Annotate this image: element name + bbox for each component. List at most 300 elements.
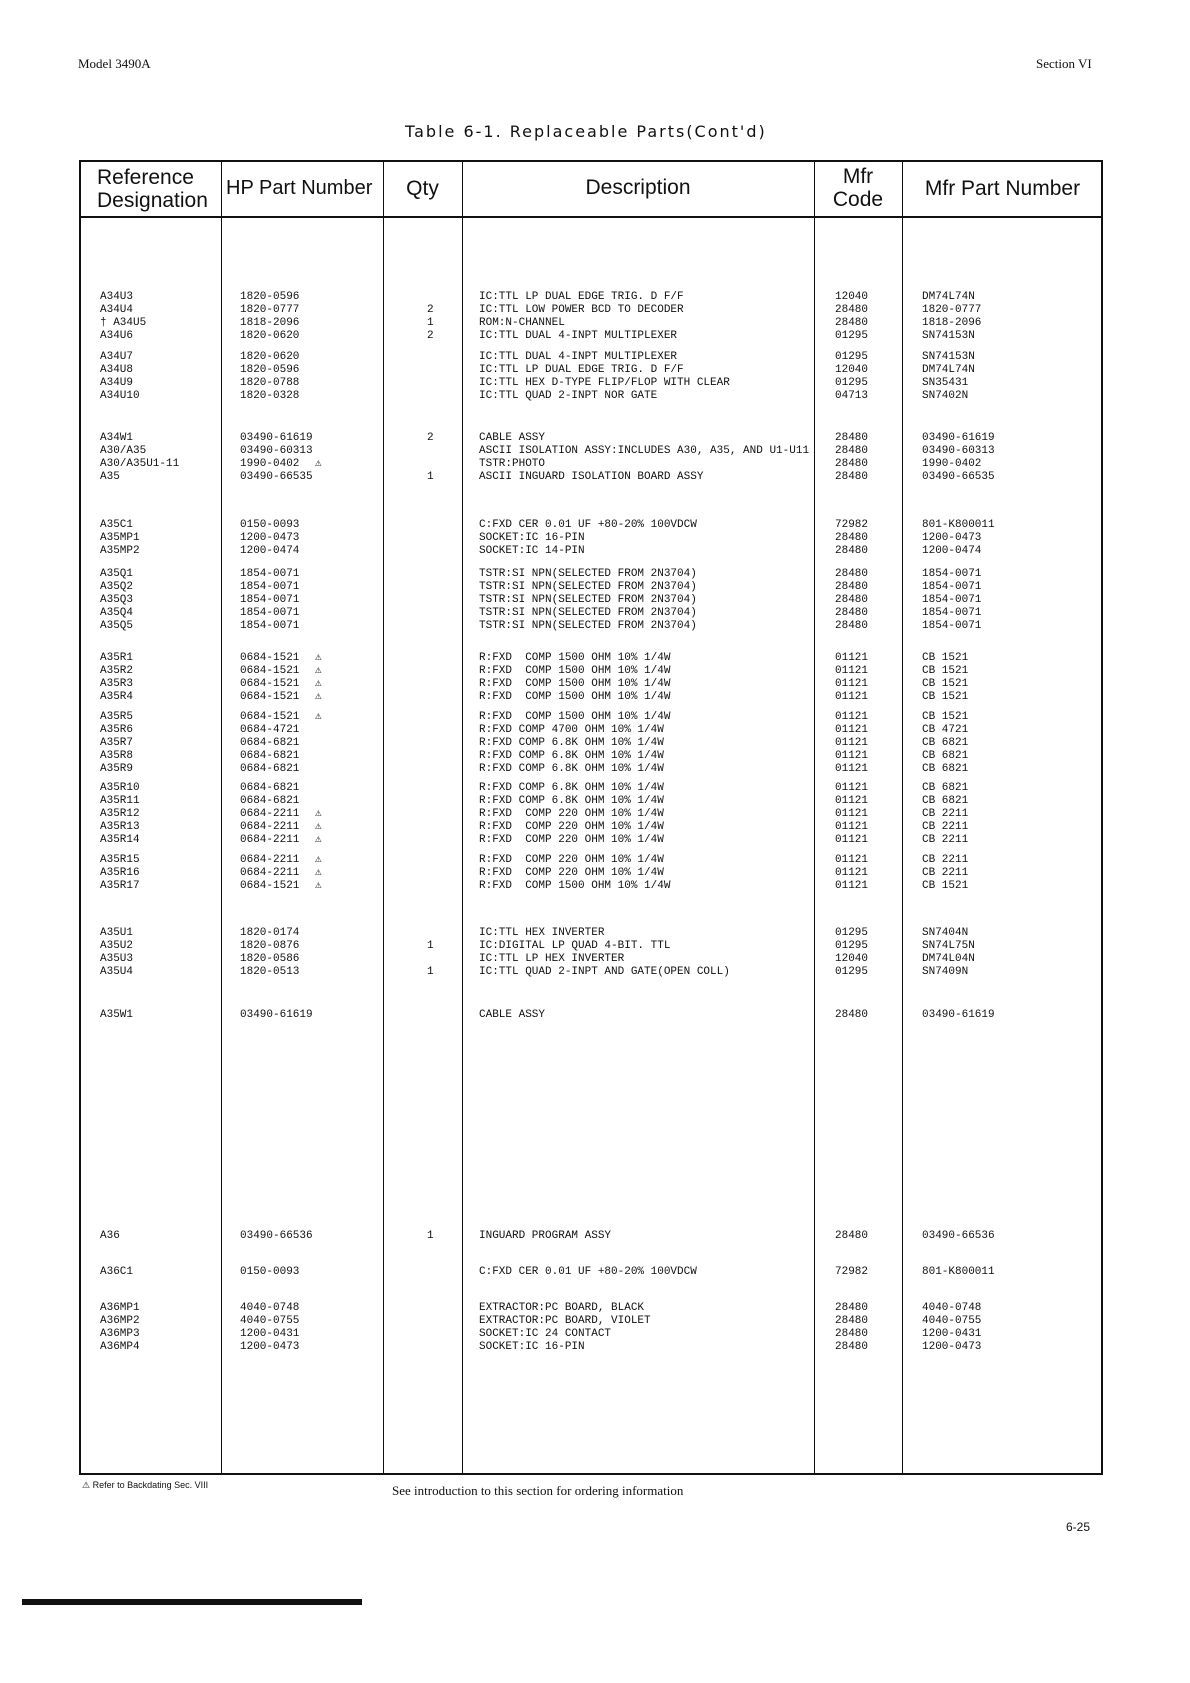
- backdating-warning-icon: ⚠: [315, 821, 322, 833]
- page-number: 6-25: [1066, 1520, 1091, 1534]
- table-row: [81, 652, 1101, 665]
- table-row: [81, 854, 1101, 867]
- cell-ref: A35: [100, 471, 120, 483]
- cell-hp: 0684-6821: [240, 750, 300, 762]
- cell-code: 28480: [835, 1341, 869, 1353]
- cell-code: 01121: [835, 763, 869, 775]
- cell-hp: 0684-2211: [240, 821, 300, 833]
- table-row: [81, 808, 1101, 821]
- cell-desc: R:FXD COMP 220 OHM 10% 1/4W: [479, 854, 664, 866]
- cell-desc: SOCKET:IC 14-PIN: [479, 545, 585, 557]
- cell-desc: R:FXD COMP 220 OHM 10% 1/4W: [479, 867, 664, 879]
- cell-hp: 1854-0071: [240, 607, 300, 619]
- cell-code: 01121: [835, 821, 869, 833]
- cell-ref: A34U9: [100, 377, 134, 389]
- cell-desc: ASCII INGUARD ISOLATION BOARD ASSY: [479, 471, 704, 483]
- cell-mfr: CB 1521: [922, 665, 969, 677]
- cell-mfr: DM74L74N: [922, 291, 975, 303]
- cell-hp: 03490-66536: [240, 1230, 313, 1242]
- row-group: [81, 568, 1101, 633]
- cell-desc: TSTR:SI NPN(SELECTED FROM 2N3704): [479, 594, 697, 606]
- cell-hp: 0684-1521: [240, 652, 300, 664]
- cell-desc: R:FXD COMP 220 OHM 10% 1/4W: [479, 834, 664, 846]
- backdating-warning-icon: ⚠: [315, 834, 322, 846]
- cell-code: 28480: [835, 1302, 869, 1314]
- row-group: [81, 652, 1101, 704]
- cell-desc: IC:DIGITAL LP QUAD 4-BIT. TTL: [479, 940, 671, 952]
- cell-mfr: CB 2211: [922, 834, 969, 846]
- cell-code: 28480: [835, 607, 869, 619]
- cell-code: 12040: [835, 364, 869, 376]
- cell-hp: 1854-0071: [240, 568, 300, 580]
- cell-desc: ASCII ISOLATION ASSY:INCLUDES A30, A35, AND U1-U11: [479, 445, 810, 457]
- cell-code: 01121: [835, 782, 869, 794]
- cell-code: 01121: [835, 834, 869, 846]
- cell-code: 01121: [835, 724, 869, 736]
- cell-desc: R:FXD COMP 1500 OHM 10% 1/4W: [479, 678, 671, 690]
- cell-code: 72982: [835, 1266, 869, 1278]
- cell-desc: IC:TTL QUAD 2-INPT AND GATE(OPEN COLL): [479, 966, 730, 978]
- cell-qty: 2: [427, 304, 434, 316]
- scan-edge-bar: [22, 1599, 362, 1605]
- table-row: [81, 678, 1101, 691]
- cell-ref: A36MP4: [100, 1341, 140, 1353]
- cell-ref: A36C1: [100, 1266, 134, 1278]
- row-group: [81, 854, 1101, 893]
- cell-ref: A35R8: [100, 750, 134, 762]
- cell-code: 28480: [835, 1009, 869, 1021]
- table-row: [81, 691, 1101, 704]
- cell-mfr: CB 6821: [922, 763, 969, 775]
- table-row: [81, 594, 1101, 607]
- table-row: [81, 1341, 1101, 1354]
- cell-desc: R:FXD COMP 6.8K OHM 10% 1/4W: [479, 750, 664, 762]
- cell-desc: R:FXD COMP 1500 OHM 10% 1/4W: [479, 711, 671, 723]
- cell-hp: 0684-2211: [240, 808, 300, 820]
- cell-code: 01121: [835, 691, 869, 703]
- table-row: [81, 1230, 1101, 1243]
- cell-code: 01121: [835, 880, 869, 892]
- table-row: [81, 940, 1101, 953]
- cell-hp: 1200-0473: [240, 1341, 300, 1353]
- cell-hp: 1820-0777: [240, 304, 300, 316]
- cell-ref: A35Q2: [100, 581, 134, 593]
- cell-ref: A36: [100, 1230, 120, 1242]
- cell-ref: A34U10: [100, 390, 140, 402]
- cell-ref: A35Q1: [100, 568, 134, 580]
- cell-mfr: 1820-0777: [922, 304, 982, 316]
- backdating-warning-icon: ⚠: [315, 665, 322, 677]
- table-row: [81, 665, 1101, 678]
- row-group: [81, 927, 1101, 979]
- cell-ref: A34U4: [100, 304, 134, 316]
- cell-mfr: CB 2211: [922, 854, 969, 866]
- table-title: Table 6-1. Replaceable Parts(Cont'd): [405, 122, 767, 141]
- cell-desc: TSTR:SI NPN(SELECTED FROM 2N3704): [479, 607, 697, 619]
- cell-hp: 1854-0071: [240, 581, 300, 593]
- cell-ref: A35U1: [100, 927, 134, 939]
- cell-hp: 1820-0876: [240, 940, 300, 952]
- cell-code: 01295: [835, 927, 869, 939]
- cell-mfr: DM74L74N: [922, 364, 975, 376]
- cell-desc: IC:TTL HEX INVERTER: [479, 927, 605, 939]
- ordering-note: See introduction to this section for ordering information: [392, 1483, 684, 1498]
- cell-ref: A35Q3: [100, 594, 134, 606]
- cell-desc: IC:TTL QUAD 2-INPT NOR GATE: [479, 390, 658, 402]
- cell-ref: A35MP2: [100, 545, 140, 557]
- table-row: [81, 458, 1101, 471]
- cell-desc: INGUARD PROGRAM ASSY: [479, 1230, 612, 1242]
- model-header: Model 3490A: [78, 56, 151, 71]
- cell-desc: IC:TTL HEX D-TYPE FLIP/FLOP WITH CLEAR: [479, 377, 730, 389]
- cell-ref: A35Q4: [100, 607, 134, 619]
- cell-mfr: 1818-2096: [922, 317, 982, 329]
- cell-ref: A35R1: [100, 652, 134, 664]
- table-row: [81, 1328, 1101, 1341]
- cell-code: 28480: [835, 545, 869, 557]
- col-header-mfr-part: Mfr Part Number: [924, 177, 1081, 200]
- cell-code: 28480: [835, 317, 869, 329]
- table-row: [81, 711, 1101, 724]
- table-row: [81, 737, 1101, 750]
- backdating-warning-icon: ⚠: [315, 711, 322, 723]
- backdating-warning-icon: ⚠: [315, 867, 322, 879]
- cell-desc: IC:TTL LP DUAL EDGE TRIG. D F/F: [479, 364, 684, 376]
- cell-hp: 1200-0474: [240, 545, 300, 557]
- cell-ref: A36MP1: [100, 1302, 140, 1314]
- cell-code: 01295: [835, 351, 869, 363]
- row-group: [81, 519, 1101, 558]
- cell-desc: CABLE ASSY: [479, 1009, 546, 1021]
- cell-mfr: CB 1521: [922, 678, 969, 690]
- cell-mfr: 03490-66535: [922, 471, 995, 483]
- cell-ref: A35W1: [100, 1009, 134, 1021]
- cell-ref: A34U7: [100, 351, 134, 363]
- cell-mfr: CB 2211: [922, 808, 969, 820]
- cell-desc: TSTR:PHOTO: [479, 458, 546, 470]
- table-row: [81, 1302, 1101, 1315]
- cell-code: 01121: [835, 665, 869, 677]
- table-row: [81, 750, 1101, 763]
- cell-desc: R:FXD COMP 1500 OHM 10% 1/4W: [479, 652, 671, 664]
- cell-hp: 0150-0093: [240, 1266, 300, 1278]
- cell-hp: 0684-6821: [240, 782, 300, 794]
- row-group: [81, 432, 1101, 484]
- cell-hp: 0684-2211: [240, 867, 300, 879]
- cell-code: 28480: [835, 568, 869, 580]
- table-row: [81, 377, 1101, 390]
- cell-mfr: 1200-0431: [922, 1328, 982, 1340]
- row-group: [81, 1302, 1101, 1354]
- cell-code: 01121: [835, 750, 869, 762]
- cell-hp: 03490-61619: [240, 432, 313, 444]
- cell-mfr: CB 2211: [922, 867, 969, 879]
- cell-hp: 0684-1521: [240, 665, 300, 677]
- cell-ref: A35R2: [100, 665, 134, 677]
- cell-hp: 1820-0596: [240, 364, 300, 376]
- table-row: [81, 834, 1101, 847]
- cell-ref: A34U6: [100, 330, 134, 342]
- cell-qty: 2: [427, 432, 434, 444]
- cell-hp: 1820-0586: [240, 953, 300, 965]
- cell-code: 28480: [835, 432, 869, 444]
- cell-code: 04713: [835, 390, 869, 402]
- table-row: [81, 390, 1101, 403]
- cell-desc: C:FXD CER 0.01 UF +80-20% 100VDCW: [479, 519, 697, 531]
- cell-desc: IC:TTL DUAL 4-INPT MULTIPLEXER: [479, 330, 678, 342]
- table-row: [81, 724, 1101, 737]
- table-row: [81, 821, 1101, 834]
- cell-code: 01121: [835, 737, 869, 749]
- table-row: [81, 581, 1101, 594]
- cell-hp: 1200-0473: [240, 532, 300, 544]
- cell-qty: 1: [427, 1230, 434, 1242]
- cell-mfr: 1990-0402: [922, 458, 982, 470]
- cell-code: 01121: [835, 711, 869, 723]
- cell-code: 28480: [835, 1328, 869, 1340]
- table-row: [81, 1315, 1101, 1328]
- col-header-reference-line2: Designation: [97, 189, 208, 212]
- cell-mfr: 1200-0474: [922, 545, 982, 557]
- table-row: [81, 966, 1101, 979]
- cell-ref: A30/A35: [100, 445, 147, 457]
- cell-hp: 4040-0748: [240, 1302, 300, 1314]
- cell-code: 12040: [835, 291, 869, 303]
- backdating-warning-icon: ⚠: [315, 678, 322, 690]
- cell-ref: A35U2: [100, 940, 134, 952]
- table-row: [81, 867, 1101, 880]
- table-row: [81, 1009, 1101, 1022]
- cell-mfr: 03490-61619: [922, 1009, 995, 1021]
- cell-hp: 1820-0620: [240, 351, 300, 363]
- table-row: [81, 953, 1101, 966]
- cell-desc: R:FXD COMP 6.8K OHM 10% 1/4W: [479, 782, 664, 794]
- col-header-reference-line1: Reference: [97, 166, 194, 189]
- cell-ref: A35R14: [100, 834, 140, 846]
- col-header-description: Description: [585, 176, 691, 199]
- table-row: [81, 545, 1101, 558]
- cell-desc: IC:TTL LP DUAL EDGE TRIG. D F/F: [479, 291, 684, 303]
- table-row: [81, 763, 1101, 776]
- cell-ref: A35MP1: [100, 532, 140, 544]
- cell-mfr: SN74153N: [922, 351, 975, 363]
- table-row: [81, 568, 1101, 581]
- table-row: [81, 304, 1101, 317]
- table-row: [81, 519, 1101, 532]
- table-row: [81, 364, 1101, 377]
- cell-hp: 03490-60313: [240, 445, 313, 457]
- cell-desc: R:FXD COMP 220 OHM 10% 1/4W: [479, 808, 664, 820]
- cell-qty: 1: [427, 317, 434, 329]
- cell-ref: A35R5: [100, 711, 134, 723]
- table-row: [81, 351, 1101, 364]
- cell-desc: IC:TTL DUAL 4-INPT MULTIPLEXER: [479, 351, 678, 363]
- cell-desc: R:FXD COMP 1500 OHM 10% 1/4W: [479, 880, 671, 892]
- cell-desc: TSTR:SI NPN(SELECTED FROM 2N3704): [479, 581, 697, 593]
- cell-ref: A35R12: [100, 808, 140, 820]
- backdating-warning-icon: ⚠: [315, 652, 322, 664]
- cell-mfr: 801-K800011: [922, 1266, 995, 1278]
- cell-ref: † A34U5: [100, 317, 147, 329]
- cell-hp: 1200-0431: [240, 1328, 300, 1340]
- cell-mfr: CB 6821: [922, 737, 969, 749]
- col-header-mfr-code-line1: Mfr: [842, 165, 874, 188]
- row-group: [81, 291, 1101, 343]
- cell-desc: R:FXD COMP 6.8K OHM 10% 1/4W: [479, 763, 664, 775]
- cell-code: 28480: [835, 594, 869, 606]
- cell-hp: 1990-0402: [240, 458, 300, 470]
- cell-desc: R:FXD COMP 1500 OHM 10% 1/4W: [479, 665, 671, 677]
- cell-code: 28480: [835, 620, 869, 632]
- cell-mfr: SN74153N: [922, 330, 975, 342]
- backdating-warning-icon: ⚠: [315, 691, 322, 703]
- table-row: [81, 620, 1101, 633]
- cell-mfr: 1854-0071: [922, 581, 982, 593]
- cell-desc: IC:TTL LOW POWER BCD TO DECODER: [479, 304, 684, 316]
- cell-ref: A35R15: [100, 854, 140, 866]
- cell-ref: A36MP2: [100, 1315, 140, 1327]
- cell-ref: A35R6: [100, 724, 134, 736]
- cell-ref: A35Q5: [100, 620, 134, 632]
- cell-desc: R:FXD COMP 6.8K OHM 10% 1/4W: [479, 737, 664, 749]
- table-row: [81, 1266, 1101, 1279]
- cell-code: 01295: [835, 377, 869, 389]
- table-row: [81, 317, 1101, 330]
- cell-code: 28480: [835, 458, 869, 470]
- cell-code: 01295: [835, 330, 869, 342]
- row-group: [81, 1266, 1101, 1279]
- cell-mfr: 1854-0071: [922, 607, 982, 619]
- table-row: [81, 330, 1101, 343]
- parts-list: [81, 162, 1101, 1473]
- cell-hp: 0684-1521: [240, 880, 300, 892]
- cell-mfr: DM74L04N: [922, 953, 975, 965]
- table-row: [81, 795, 1101, 808]
- table-row: [81, 432, 1101, 445]
- cell-mfr: CB 6821: [922, 795, 969, 807]
- cell-mfr: SN35431: [922, 377, 969, 389]
- cell-code: 28480: [835, 304, 869, 316]
- table-row: [81, 532, 1101, 545]
- cell-qty: 1: [427, 940, 434, 952]
- cell-mfr: 1854-0071: [922, 594, 982, 606]
- col-header-qty: Qty: [406, 177, 439, 200]
- row-group: [81, 1230, 1101, 1243]
- col-header-hp-part: HP Part Number: [226, 177, 373, 199]
- cell-desc: R:FXD COMP 220 OHM 10% 1/4W: [479, 821, 664, 833]
- cell-hp: 03490-66535: [240, 471, 313, 483]
- cell-hp: 0684-2211: [240, 834, 300, 846]
- cell-qty: 2: [427, 330, 434, 342]
- cell-mfr: 03490-66536: [922, 1230, 995, 1242]
- cell-code: 01121: [835, 652, 869, 664]
- cell-desc: R:FXD COMP 1500 OHM 10% 1/4W: [479, 691, 671, 703]
- cell-ref: A35R17: [100, 880, 140, 892]
- cell-mfr: CB 4721: [922, 724, 969, 736]
- cell-hp: 0684-6821: [240, 763, 300, 775]
- cell-desc: SOCKET:IC 24 CONTACT: [479, 1328, 612, 1340]
- cell-desc: SOCKET:IC 16-PIN: [479, 532, 585, 544]
- cell-desc: TSTR:SI NPN(SELECTED FROM 2N3704): [479, 620, 697, 632]
- cell-ref: A35U4: [100, 966, 134, 978]
- cell-mfr: 03490-61619: [922, 432, 995, 444]
- cell-ref: A35R16: [100, 867, 140, 879]
- cell-mfr: CB 6821: [922, 750, 969, 762]
- section-header: Section VI: [1036, 56, 1092, 71]
- cell-code: 28480: [835, 1315, 869, 1327]
- cell-hp: 0684-6821: [240, 795, 300, 807]
- cell-ref: A30/A35U1-11: [100, 458, 180, 470]
- backdating-warning-icon: ⚠: [315, 880, 322, 892]
- cell-hp: 0684-1521: [240, 678, 300, 690]
- cell-code: 28480: [835, 581, 869, 593]
- cell-hp: 0684-2211: [240, 854, 300, 866]
- row-group: [81, 782, 1101, 847]
- cell-code: 01121: [835, 867, 869, 879]
- cell-ref: A36MP3: [100, 1328, 140, 1340]
- cell-desc: EXTRACTOR:PC BOARD, BLACK: [479, 1302, 645, 1314]
- cell-hp: 1820-0596: [240, 291, 300, 303]
- cell-hp: 1820-0174: [240, 927, 300, 939]
- cell-mfr: 1854-0071: [922, 568, 982, 580]
- cell-mfr: CB 1521: [922, 711, 969, 723]
- cell-hp: 1854-0071: [240, 620, 300, 632]
- cell-ref: A35R13: [100, 821, 140, 833]
- cell-code: 72982: [835, 519, 869, 531]
- cell-hp: 0684-1521: [240, 691, 300, 703]
- backdating-warning-icon: ⚠: [315, 458, 322, 470]
- cell-desc: C:FXD CER 0.01 UF +80-20% 100VDCW: [479, 1266, 697, 1278]
- cell-hp: 4040-0755: [240, 1315, 300, 1327]
- cell-desc: R:FXD COMP 4700 OHM 10% 1/4W: [479, 724, 664, 736]
- cell-hp: 1820-0513: [240, 966, 300, 978]
- backdating-warning-icon: ⚠: [315, 854, 322, 866]
- table-row: [81, 607, 1101, 620]
- table-row: [81, 471, 1101, 484]
- cell-mfr: SN7404N: [922, 927, 969, 939]
- backdating-note: ⚠ Refer to Backdating Sec. VIII: [82, 1480, 209, 1490]
- cell-mfr: 1200-0473: [922, 1341, 982, 1353]
- cell-mfr: 801-K800011: [922, 519, 995, 531]
- cell-code: 28480: [835, 532, 869, 544]
- row-group: [81, 351, 1101, 403]
- cell-qty: 1: [427, 471, 434, 483]
- cell-desc: R:FXD COMP 6.8K OHM 10% 1/4W: [479, 795, 664, 807]
- cell-ref: A34U3: [100, 291, 134, 303]
- cell-hp: 0684-1521: [240, 711, 300, 723]
- cell-hp: 0684-4721: [240, 724, 300, 736]
- cell-code: 12040: [835, 953, 869, 965]
- table-row: [81, 880, 1101, 893]
- cell-ref: A34W1: [100, 432, 134, 444]
- cell-code: 01295: [835, 940, 869, 952]
- cell-code: 01121: [835, 795, 869, 807]
- cell-ref: A35R3: [100, 678, 134, 690]
- cell-code: 28480: [835, 1230, 869, 1242]
- cell-desc: ROM:N-CHANNEL: [479, 317, 565, 329]
- backdating-warning-icon: ⚠: [315, 808, 322, 820]
- table-row: [81, 445, 1101, 458]
- parts-table: [79, 160, 1103, 1475]
- cell-mfr: SN74L75N: [922, 940, 975, 952]
- cell-ref: A35U3: [100, 953, 134, 965]
- cell-code: 28480: [835, 445, 869, 457]
- cell-code: 01295: [835, 966, 869, 978]
- cell-desc: IC:TTL LP HEX INVERTER: [479, 953, 625, 965]
- cell-mfr: 4040-0755: [922, 1315, 982, 1327]
- cell-code: 01121: [835, 854, 869, 866]
- table-row: [81, 927, 1101, 940]
